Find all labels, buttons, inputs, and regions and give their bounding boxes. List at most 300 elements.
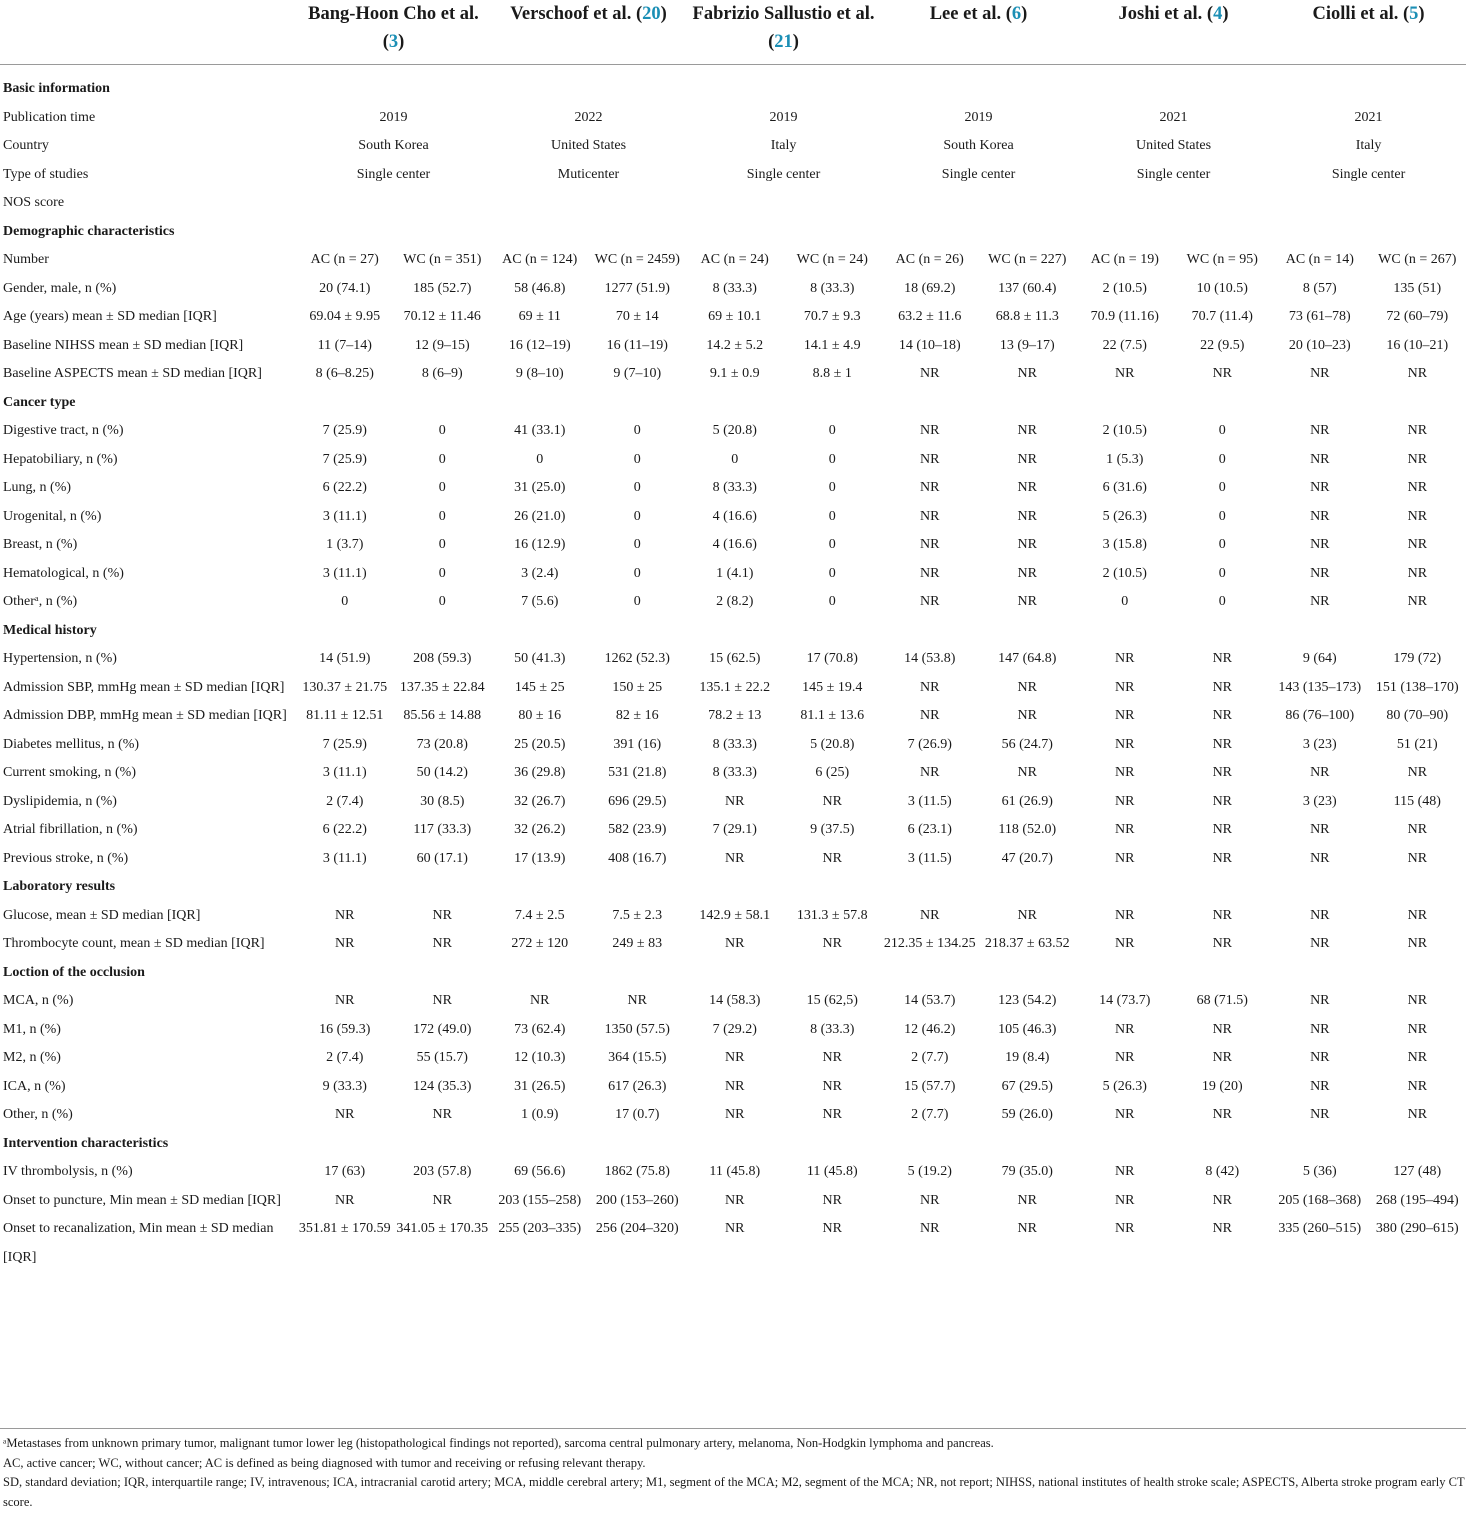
table-cell: NR: [1212, 1221, 1233, 1236]
row-label: Atrial fibrillation, n (%): [3, 822, 138, 837]
table-cell: NR: [1017, 366, 1037, 381]
table-cell: 179 (72): [1393, 651, 1442, 666]
study-name: Bang-Hoon Cho et al. (: [308, 4, 479, 52]
table-cell: 124 (35.3): [413, 1078, 472, 1094]
table-cell: NR: [1407, 565, 1428, 581]
row-label: Onset to recanalization, Min mean ± SD median [IQR]: [3, 1221, 274, 1265]
table-cell: 0: [828, 451, 836, 467]
table-cell: 5 (19.2): [907, 1164, 952, 1179]
table-cell: NR: [1407, 1021, 1428, 1037]
row-label: M1, n (%): [3, 1021, 61, 1037]
table-cell: NR: [335, 993, 355, 1008]
table-cell: 268 (195–494): [1375, 1192, 1459, 1208]
table-cell: 80 (70–90): [1386, 708, 1449, 723]
table-cell: 0: [1218, 451, 1226, 467]
table-cell: 130.37 ± 21.75: [302, 679, 388, 695]
table-cell: NR: [432, 936, 452, 951]
table-row: [0, 303, 1466, 332]
table-cell: NR: [1310, 936, 1330, 951]
table-cell: NR: [822, 1221, 842, 1236]
footnote: ᵃMetastases from unknown primary tumor, malignant tumor lower leg (histopathological findings not reported), sarcoma central pulmonary artery, melanoma, Non-Hodgkin lymphoma and pancreas.: [3, 1436, 994, 1450]
row-label: Hypertension, n (%): [3, 651, 117, 666]
table-cell: 82 ± 16: [615, 708, 659, 723]
table-cell: 63.2 ± 11.6: [898, 309, 962, 324]
table-cell: NR: [1115, 907, 1135, 923]
table-cell: 0: [438, 451, 446, 467]
table-cell: 5 (26.3): [1102, 508, 1147, 524]
table-cell: NR: [725, 1221, 745, 1236]
table-cell: NR: [1115, 679, 1135, 695]
header-row: [0, 0, 1466, 65]
table-cell: 12 (10.3): [514, 1050, 566, 1065]
table-cell: 5 (20.8): [810, 736, 855, 752]
table-cell: 105 (46.3): [998, 1021, 1057, 1037]
header-blank-cell: [0, 0, 296, 65]
table-cell: NR: [1115, 1221, 1135, 1236]
row-label: Number: [3, 252, 49, 267]
table-cell: 7 (29.2): [712, 1021, 757, 1037]
table-cell: NR: [1212, 1021, 1233, 1037]
table-cell: 32 (26.2): [514, 822, 566, 837]
table-cell: 70 ± 14: [615, 309, 659, 324]
table-cell: NR: [1212, 708, 1233, 723]
table-row: [0, 161, 1466, 190]
table-cell: 0: [828, 594, 836, 609]
table-cell: NR: [920, 907, 940, 923]
row-label: Digestive tract, n (%): [3, 423, 124, 438]
row-label: Previous stroke, n (%): [3, 850, 129, 866]
table-cell: 16 (12–19): [508, 337, 571, 353]
table-cell: 3 (23): [1302, 736, 1337, 752]
table-cell: NR: [1310, 907, 1330, 923]
table-cell: NR: [1407, 936, 1428, 951]
table-cell: 3 (11.1): [322, 850, 367, 866]
section-header-row: [0, 617, 1466, 646]
reference-link[interactable]: 6: [1011, 4, 1022, 24]
table-cell: NR: [335, 1192, 355, 1208]
row-label: Otherᵃ, n (%): [3, 594, 78, 609]
reference-link[interactable]: 4: [1213, 4, 1223, 24]
table-cell: NR: [920, 480, 940, 495]
row-label: Diabetes mellitus, n (%): [3, 736, 140, 752]
table-cell: 5 (20.8): [712, 423, 757, 438]
table-cell: 8 (42): [1205, 1164, 1240, 1179]
table-cell: NR: [1310, 594, 1330, 609]
table-cell: AC (n = 24): [700, 252, 769, 267]
row-label: Other, n (%): [3, 1107, 73, 1122]
table-cell: 391 (16): [613, 736, 662, 752]
reference-link[interactable]: 5: [1409, 4, 1419, 24]
table-cell: 0: [1218, 423, 1226, 438]
table-cell: 0: [828, 508, 836, 524]
row-label: NOS score: [3, 195, 65, 210]
row-label: Dyslipidemia, n (%): [3, 793, 117, 809]
table-header: [0, 0, 1466, 65]
table-cell: WC (n = 95): [1186, 252, 1258, 267]
table-cell: 80 ± 16: [518, 708, 562, 723]
table-row: [0, 189, 1466, 218]
table-cell: NR: [1310, 480, 1330, 495]
section-title: Basic information: [3, 81, 110, 96]
section-title: Medical history: [3, 622, 97, 638]
table-cell: NR: [1310, 850, 1330, 866]
table-cell: 696 (29.5): [608, 793, 667, 809]
table-body: [0, 65, 1466, 1273]
table-cell: 137 (60.4): [998, 280, 1057, 296]
table-cell: 0: [731, 451, 739, 467]
study-name-close: ): [792, 32, 799, 52]
table-cell: 16 (12.9): [514, 537, 566, 552]
table-cell: 0: [1218, 594, 1226, 609]
reference-link[interactable]: 21: [774, 32, 793, 52]
table-cell: 0: [341, 594, 349, 609]
table-cell: NR: [920, 1192, 940, 1208]
row-label: Hepatobiliary, n (%): [3, 451, 118, 467]
section-title: Laboratory results: [3, 879, 116, 894]
table-cell: 0: [828, 480, 836, 495]
table-cell: 2021: [1354, 109, 1383, 125]
table-cell: NR: [725, 1107, 745, 1122]
table-cell: 151 (138–170): [1375, 679, 1459, 695]
table-cell: 256 (204–320): [595, 1221, 679, 1236]
table-cell: 135.1 ± 22.2: [699, 679, 771, 695]
table-cell: 7 (26.9): [907, 736, 952, 752]
table-cell: NR: [1115, 1050, 1135, 1065]
table-cell: NR: [1407, 993, 1428, 1008]
table-cell: NR: [822, 1078, 842, 1094]
table-cell: 2 (8.2): [716, 594, 754, 609]
table-cell: 17 (0.7): [615, 1107, 660, 1122]
table-cell: 16 (11–19): [606, 337, 668, 353]
table-cell: 218.37 ± 63.52: [984, 936, 1070, 951]
row-label: IV thrombolysis, n (%): [3, 1164, 133, 1179]
table-cell: NR: [822, 936, 842, 951]
table-cell: 272 ± 120: [511, 936, 569, 951]
table-cell: NR: [1407, 1050, 1428, 1065]
table-cell: 0: [1218, 565, 1226, 581]
table-cell: 0: [633, 451, 641, 467]
table-cell: 14 (53.8): [904, 651, 956, 666]
table-cell: 8 (6–8.25): [315, 366, 374, 381]
table-cell: [296, 189, 491, 218]
row-label: Glucose, mean ± SD median [IQR]: [3, 907, 201, 923]
table-cell: 4 (16.6): [712, 508, 757, 524]
table-row: [0, 446, 1466, 475]
study-header: [1076, 0, 1271, 65]
table-cell: NR: [1407, 1078, 1428, 1094]
table-cell: NR: [335, 907, 355, 923]
row-label: Publication time: [3, 109, 96, 125]
table-cell: 70.7 ± 9.3: [803, 309, 861, 324]
table-cell: NR: [1017, 594, 1037, 609]
table-cell: 115 (48): [1393, 793, 1441, 809]
table-cell: NR: [1310, 1050, 1330, 1065]
table-row: [0, 702, 1466, 731]
table-cell: 7 (25.9): [322, 451, 367, 467]
section-header-row: [0, 218, 1466, 247]
table-cell: 8 (33.3): [810, 1021, 855, 1037]
table-cell: NR: [1212, 822, 1233, 837]
row-label: Thrombocyte count, mean ± SD median [IQR]: [3, 936, 265, 951]
table-cell: 0: [633, 480, 641, 495]
table-cell: United States: [1136, 138, 1212, 153]
table-cell: NR: [1407, 537, 1428, 552]
table-cell: [1076, 189, 1271, 218]
table-cell: WC (n = 351): [403, 252, 482, 267]
table-cell: 1262 (52.3): [604, 651, 670, 666]
table-row: [0, 104, 1466, 133]
section-header-row: [0, 1130, 1466, 1159]
section-header-row: [0, 873, 1466, 902]
table-cell: 0: [1121, 594, 1129, 609]
table-cell: 73 (62.4): [514, 1021, 566, 1037]
table-cell: NR: [1212, 1192, 1233, 1208]
table-cell: NR: [1212, 850, 1233, 866]
table-cell: 0: [438, 565, 446, 581]
table-cell: NR: [1115, 1021, 1135, 1037]
table-cell: 127 (48): [1393, 1164, 1442, 1179]
table-cell: 0: [828, 565, 836, 581]
table-cell: 0: [633, 423, 641, 438]
table-cell: Single center: [746, 166, 821, 182]
table-cell: NR: [1017, 423, 1037, 438]
table-cell: 0: [633, 565, 641, 581]
table-cell: 0: [633, 508, 641, 524]
table-row: [0, 645, 1466, 674]
table-cell: 59 (26.0): [1001, 1107, 1053, 1122]
table-row: [0, 1215, 1466, 1272]
table-cell: NR: [1115, 708, 1135, 723]
row-label: Current smoking, n (%): [3, 765, 136, 780]
table-cell: NR: [1017, 765, 1037, 780]
table-cell: NR: [1017, 508, 1037, 524]
table-cell: NR: [1310, 451, 1330, 467]
table-cell: NR: [1115, 822, 1135, 837]
table-cell: 41 (33.1): [514, 423, 566, 438]
table-cell: 61 (26.9): [1001, 793, 1053, 809]
table-cell: NR: [1115, 1192, 1135, 1208]
row-label: Baseline NIHSS mean ± SD median [IQR]: [3, 337, 244, 353]
table-cell: 15 (62.5): [709, 651, 761, 666]
table-cell: 55 (15.7): [416, 1050, 468, 1065]
section-title: Demographic characteristics: [3, 223, 175, 239]
table-cell: WC (n = 2459): [594, 252, 680, 267]
table-cell: 14 (53.7): [904, 993, 956, 1008]
table-cell: NR: [920, 565, 940, 581]
table-cell: NR: [1310, 1107, 1330, 1122]
table-cell: 137.35 ± 22.84: [399, 679, 485, 695]
table-cell: WC (n = 267): [1378, 252, 1457, 267]
table-cell: NR: [1017, 1221, 1037, 1236]
table-cell: NR: [1310, 537, 1330, 552]
table-cell: NR: [1407, 1107, 1428, 1122]
study-name-close: ): [1222, 4, 1229, 24]
table-cell: 0: [828, 537, 836, 552]
table-cell: 1 (4.1): [716, 565, 754, 581]
table-cell: 16 (10–21): [1386, 337, 1449, 353]
table-cell: 408 (16.7): [608, 850, 667, 866]
table-cell: 3 (11.1): [322, 765, 367, 780]
table-cell: NR: [432, 993, 452, 1008]
table-cell: 73 (61–78): [1288, 309, 1351, 324]
table-cell: NR: [822, 1050, 842, 1065]
table-cell: 22 (9.5): [1200, 337, 1245, 353]
table-cell: 6 (25): [815, 765, 850, 780]
table-cell: AC (n = 14): [1285, 252, 1354, 267]
table-row: [0, 930, 1466, 959]
row-label: Breast, n (%): [3, 537, 78, 552]
table-cell: 69 ± 10.1: [708, 309, 762, 324]
table-cell: 68.8 ± 11.3: [995, 309, 1059, 324]
table-cell: NR: [1017, 1192, 1037, 1208]
table-cell: 1 (0.9): [521, 1107, 559, 1122]
table-row: [0, 275, 1466, 304]
table-cell: 11 (45.8): [709, 1164, 761, 1179]
row-label: M2, n (%): [3, 1050, 61, 1065]
table-cell: NR: [725, 850, 745, 866]
table-cell: NR: [1115, 850, 1135, 866]
table-cell: NR: [1115, 736, 1135, 752]
table-cell: 7 (25.9): [322, 736, 367, 752]
table-row: [0, 531, 1466, 560]
table-cell: NR: [1407, 850, 1428, 866]
table-cell: 3 (11.5): [907, 793, 952, 809]
table-row: [0, 1158, 1466, 1187]
section-title: Intervention characteristics: [3, 1135, 169, 1151]
table-cell: NR: [432, 1107, 452, 1122]
table-cell: 18 (69.2): [904, 280, 956, 296]
reference-link[interactable]: 20: [642, 4, 661, 24]
table-cell: 85.56 ± 14.88: [403, 708, 482, 723]
study-name-close: ): [660, 4, 667, 24]
table-cell: 3 (15.8): [1102, 537, 1147, 552]
table-cell: 30 (8.5): [420, 793, 465, 809]
table-cell: 69.04 ± 9.95: [309, 309, 381, 324]
table-cell: NR: [1212, 793, 1233, 809]
table-cell: 2019: [769, 109, 798, 125]
table-cell: 8 (57): [1302, 280, 1337, 296]
table-cell: 531 (21.8): [608, 765, 667, 780]
row-label: Lung, n (%): [3, 480, 72, 495]
table-cell: NR: [920, 679, 940, 695]
table-cell: 14 (51.9): [319, 651, 371, 666]
table-cell: 582 (23.9): [608, 822, 667, 837]
table-cell: 0: [438, 423, 446, 438]
table-cell: 118 (52.0): [998, 822, 1057, 837]
table-cell: 0: [438, 480, 446, 495]
table-cell: 17 (70.8): [806, 651, 858, 666]
table-cell: NR: [1407, 508, 1428, 524]
table-cell: 185 (52.7): [413, 280, 472, 296]
table-cell: 31 (25.0): [514, 480, 566, 495]
table-cell: NR: [920, 1221, 940, 1236]
row-label: Country: [3, 138, 49, 153]
table-cell: 8 (33.3): [712, 480, 757, 495]
table-cell: 617 (26.3): [608, 1078, 667, 1094]
table-cell: NR: [1115, 1107, 1135, 1122]
table-cell: 150 ± 25: [612, 679, 663, 695]
table-cell: 72 (60–79): [1386, 309, 1449, 324]
table-cell: Single center: [1136, 166, 1211, 182]
table-cell: NR: [920, 765, 940, 780]
table-cell: 147 (64.8): [998, 651, 1057, 666]
table-cell: NR: [822, 793, 842, 809]
table-cell: 9 (37.5): [810, 822, 855, 837]
table-cell: NR: [1115, 765, 1135, 780]
table-cell: NR: [432, 907, 452, 923]
table-cell: 15 (57.7): [904, 1078, 956, 1094]
table-cell: 2 (7.7): [911, 1050, 949, 1065]
table-cell: NR: [1212, 1107, 1233, 1122]
table-cell: 2 (7.4): [326, 793, 364, 809]
table-cell: 3 (11.5): [907, 850, 952, 866]
table-row: [0, 1016, 1466, 1045]
table-cell: NR: [1017, 537, 1037, 552]
table-cell: NR: [822, 1192, 842, 1208]
table-cell: 70.12 ± 11.46: [403, 309, 481, 324]
table-cell: 200 (153–260): [595, 1192, 679, 1208]
study-header: [881, 0, 1076, 65]
table-cell: 11 (7–14): [317, 337, 372, 353]
table-cell: 0: [633, 537, 641, 552]
table-cell: Muticenter: [557, 166, 620, 182]
table-cell: Single center: [356, 166, 431, 182]
table-cell: 2 (10.5): [1102, 423, 1147, 438]
section-title: Cancer type: [3, 394, 76, 410]
row-label: Hematological, n (%): [3, 565, 124, 581]
table-cell: 0: [438, 508, 446, 524]
table-cell: 1 (3.7): [326, 537, 364, 552]
table-row: [0, 503, 1466, 532]
table-cell: NR: [822, 1107, 842, 1122]
table-cell: 135 (51): [1393, 280, 1442, 296]
table-cell: 351.81 ± 170.59: [298, 1221, 391, 1236]
study-header: [491, 0, 686, 65]
table-cell: NR: [1212, 765, 1233, 780]
table-cell: NR: [822, 850, 842, 866]
table-cell: 3 (11.1): [322, 508, 367, 524]
table-cell: NR: [1017, 708, 1037, 723]
table-cell: 8 (6–9): [421, 366, 463, 381]
table-cell: 0: [1218, 480, 1226, 495]
table-cell: 6 (22.2): [322, 822, 367, 837]
table-cell: NR: [335, 936, 355, 951]
study-name: Joshi et al. (: [1118, 4, 1214, 24]
row-label: Baseline ASPECTS mean ± SD median [IQR]: [3, 366, 262, 381]
table-cell: WC (n = 227): [988, 252, 1067, 267]
table-cell: 32 (26.7): [514, 793, 566, 809]
table-cell: 2 (10.5): [1102, 565, 1147, 581]
table-cell: 56 (24.7): [1001, 736, 1053, 752]
table-row: [0, 132, 1466, 161]
table-cell: 6 (22.2): [322, 480, 367, 495]
table-cell: 3 (2.4): [521, 565, 559, 581]
table-cell: NR: [1310, 1078, 1330, 1094]
table-cell: 81.1 ± 13.6: [800, 708, 865, 723]
table-cell: 143 (135–173): [1278, 679, 1362, 695]
table-cell: 3 (23): [1302, 793, 1337, 809]
table-cell: 2019: [379, 109, 408, 125]
table-cell: South Korea: [358, 138, 429, 153]
table-cell: 205 (168–368): [1278, 1192, 1362, 1208]
study-name-close: ): [1021, 4, 1028, 24]
table-cell: 0: [1218, 508, 1226, 524]
table-cell: 7.4 ± 2.5: [514, 907, 565, 923]
table-cell: 15 (62,5): [806, 993, 858, 1008]
row-label: Admission DBP, mmHg mean ± SD median [IQR]: [3, 708, 287, 723]
table-cell: 8.8 ± 1: [812, 366, 852, 381]
reference-link[interactable]: 3: [388, 32, 399, 52]
